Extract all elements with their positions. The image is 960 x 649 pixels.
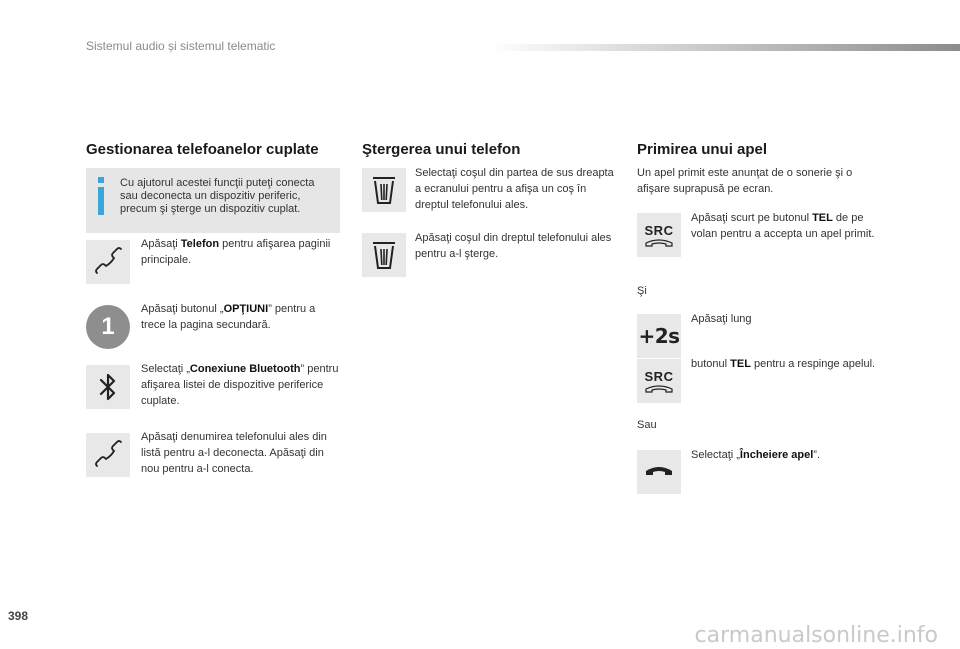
bluetooth-icon-box <box>86 365 130 409</box>
receive-call-intro: Un apel primit este anunţat de o sonerie şi o afişare suprapusă pe ecran. <box>637 167 853 195</box>
phone-handset-icon <box>93 247 123 277</box>
step-select-trash: Selectaţi coşul din partea de sus dreapta a ecranului pentru a afişa un coş în dreptul telefonului ales. <box>415 167 614 211</box>
conjunction-or: Sau <box>637 419 657 431</box>
step-select-bluetooth: Selectaţi „Conexiune Bluetooth” pentru afişarea listei de dispozitive periferice cuplate. <box>141 363 339 407</box>
conjunction-and: Şi <box>637 285 647 297</box>
src-label: SRC <box>644 222 674 238</box>
hold-2s-icon-box <box>637 314 681 358</box>
src-button-icon-box <box>637 359 681 403</box>
watermark: carmanualsonline.info <box>694 623 938 648</box>
section-title-paired-phones: Gestionarea telefoanelor cuplate <box>86 141 319 158</box>
page-number: 398 <box>8 609 29 623</box>
info-box <box>86 168 340 233</box>
trash-icon-box <box>362 233 406 277</box>
info-text: Cu ajutorul acestei funcţii puteţi conecta sau deconecta un dispozitiv periferic, precum şi şterge un dispozitiv cuplat. <box>120 177 315 215</box>
src-label: SRC <box>644 368 674 384</box>
phone-icon-box <box>86 240 130 284</box>
hold-2s-icon: +2s <box>638 324 680 348</box>
src-button-icon-box <box>637 213 681 257</box>
steering-phone-icon <box>644 384 674 394</box>
step-press-tel-short: Apăsaţi scurt pe butonul TEL de pe volan pentru a accepta un apel primit. <box>691 212 875 240</box>
trash-icon-box <box>362 168 406 212</box>
step-press-long: Apăsaţi lung <box>691 313 752 325</box>
section-title-receive-call: Primirea unui apel <box>637 141 768 158</box>
steering-phone-icon <box>644 238 674 248</box>
trash-icon <box>371 240 397 270</box>
bluetooth-icon <box>96 371 120 403</box>
step-press-trash: Apăsaţi coşul din dreptul telefonului ales pentru a-l şterge. <box>415 232 612 260</box>
step-press-telefon: Apăsaţi Telefon pentru afişarea paginii principale. <box>141 238 331 266</box>
header-decoration-bar <box>488 44 960 51</box>
section-title-delete-phone: Ştergerea unui telefon <box>362 141 521 158</box>
phone-icon-box <box>86 433 130 477</box>
hang-up-icon <box>644 465 674 479</box>
trash-icon <box>371 175 397 205</box>
step-number-badge: 1 <box>86 305 130 349</box>
running-header: Sistemul audio și sistemul telematic <box>86 39 276 53</box>
step-press-options: Apăsaţi butonul „OPŢIUNI” pentru a trece la pagina secundară. <box>141 303 316 331</box>
step-press-phone-name: Apăsaţi denumirea telefonului ales din listă pentru a-l deconecta. Apăsaţi din nou pentru a-l conecta. <box>141 431 327 475</box>
step-select-end-call: Selectaţi „Încheiere apel”. <box>691 449 821 461</box>
hang-up-icon-box <box>637 450 681 494</box>
step-tel-reject: butonul TEL pentru a respinge apelul. <box>691 358 876 370</box>
info-icon <box>96 177 106 221</box>
phone-handset-icon <box>93 440 123 470</box>
